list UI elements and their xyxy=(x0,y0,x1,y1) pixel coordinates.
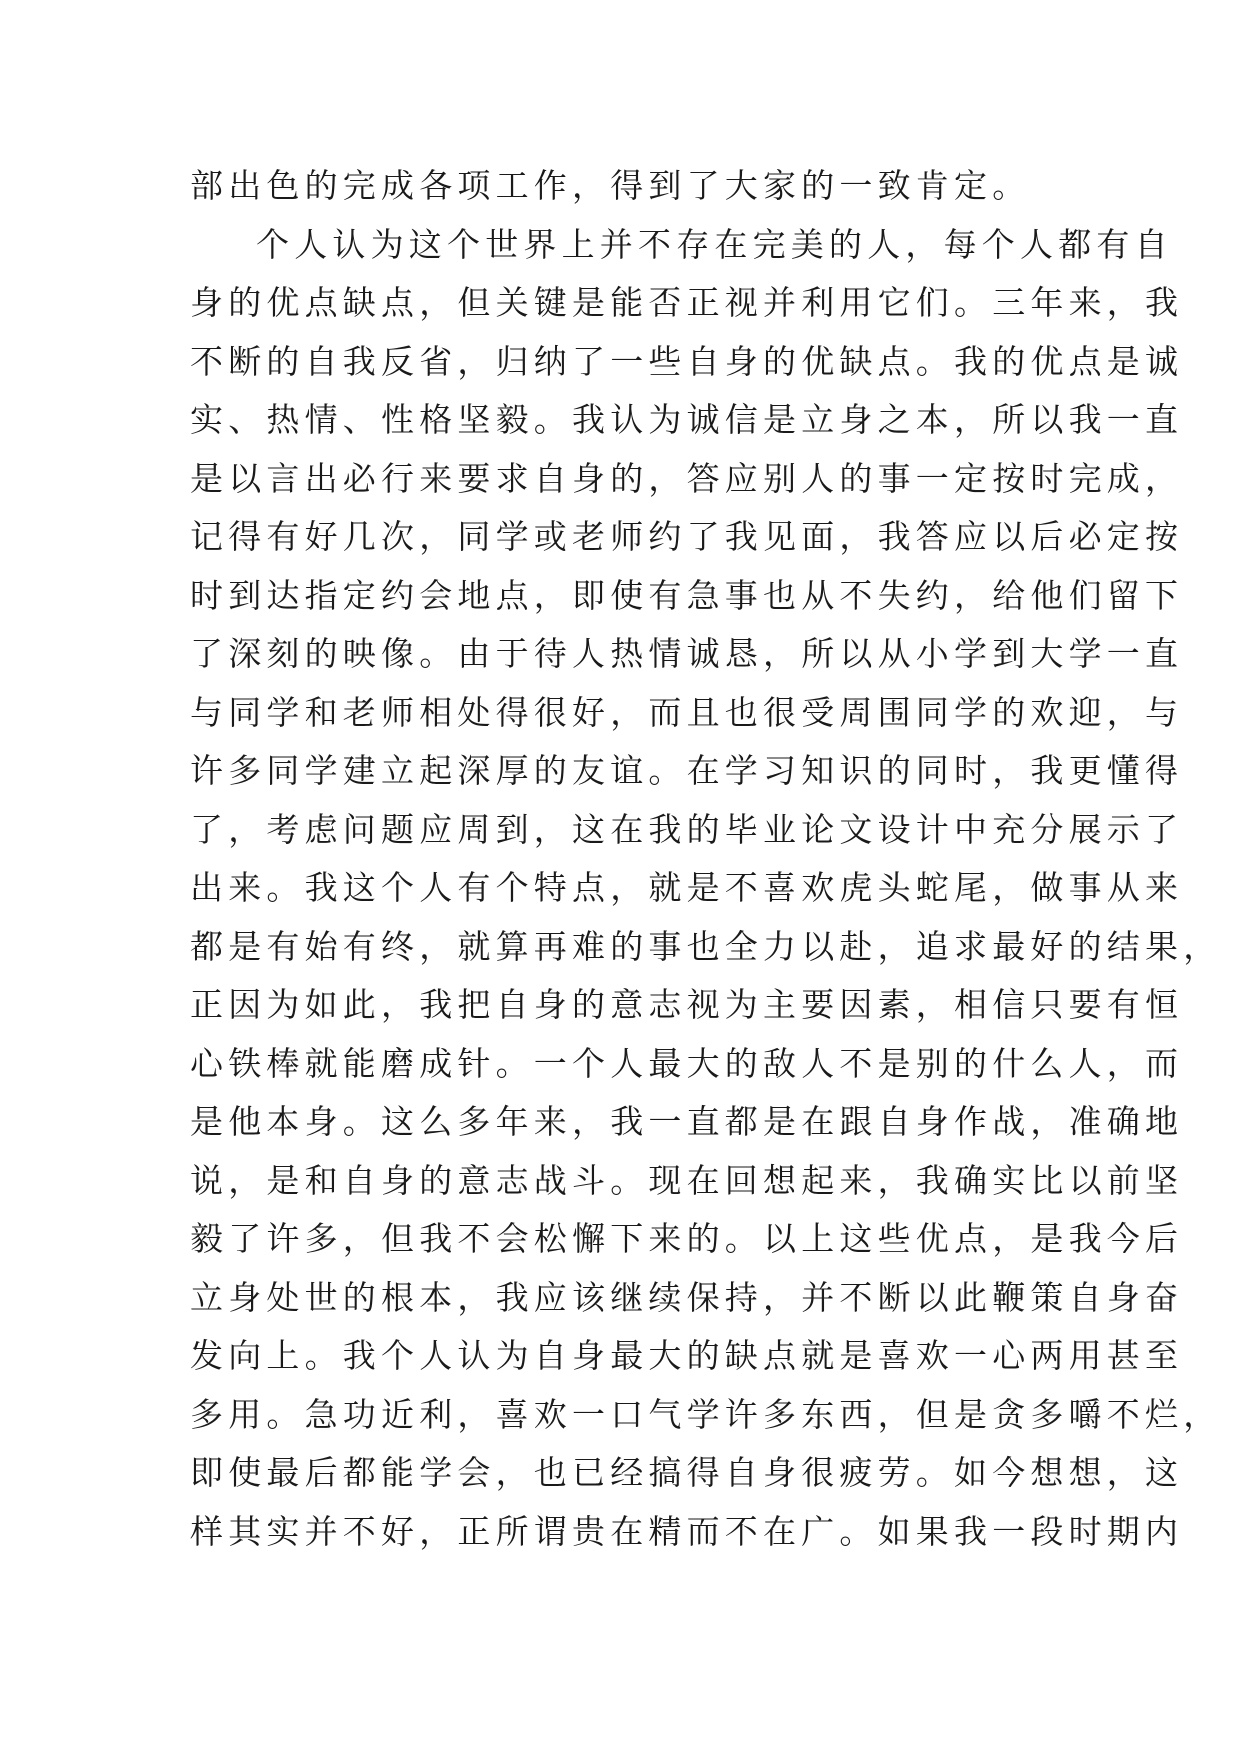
text-line: 是他本身。这么多年来，我一直都是在跟自身作战，准确地 xyxy=(190,1102,1184,1141)
text-line: 发向上。我个人认为自身最大的缺点就是喜欢一心两用甚至 xyxy=(190,1336,1184,1375)
text-line: 身的优点缺点，但关键是能否正视并利用它们。三年来，我 xyxy=(190,283,1184,322)
text-line: 实、热情、性格坚毅。我认为诚信是立身之本，所以我一直 xyxy=(190,400,1184,439)
text-line: 了深刻的映像。由于待人热情诚恳，所以从小学到大学一直 xyxy=(190,634,1184,673)
text-line: 记得有好几次，同学或老师约了我见面，我答应以后必定按 xyxy=(190,517,1184,556)
text-line: 都是有始有终，就算再难的事也全力以赴，追求最好的结果， xyxy=(190,926,1222,966)
text-line: 不断的自我反省，归纳了一些自身的优缺点。我的优点是诚 xyxy=(190,341,1184,381)
text-line: 心铁棒就能磨成针。一个人最大的敌人不是别的什么人，而 xyxy=(190,1043,1184,1083)
text-line: 立身处世的根本，我应该继续保持，并不断以此鞭策自身奋 xyxy=(190,1277,1184,1317)
text-line: 说，是和自身的意志战斗。现在回想起来，我确实比以前坚 xyxy=(190,1160,1184,1200)
text-line: 样其实并不好，正所谓贵在精而不在广。如果我一段时期内 xyxy=(190,1511,1184,1551)
text-line: 毅了许多，但我不会松懈下来的。以上这些优点，是我今后 xyxy=(190,1219,1184,1258)
text-line: 时到达指定约会地点，即使有急事也从不失约，给他们留下 xyxy=(190,575,1184,615)
text-line: 多用。急功近利，喜欢一口气学许多东西，但是贪多嚼不烂， xyxy=(190,1394,1222,1434)
text-line: 正因为如此，我把自身的意志视为主要因素，相信只要有恒 xyxy=(190,985,1184,1024)
text-line: 部出色的完成各项工作，得到了大家的一致肯定。 xyxy=(190,166,1031,205)
text-line: 与同学和老师相处得很好，而且也很受周围同学的欢迎，与 xyxy=(190,692,1184,732)
text-line: 了，考虑问题应周到，这在我的毕业论文设计中充分展示了 xyxy=(190,809,1184,849)
text-line: 出来。我这个人有个特点，就是不喜欢虎头蛇尾，做事从来 xyxy=(190,868,1184,907)
paragraph-first-line: 个人认为这个世界上并不存在完美的人，每个人都有自 xyxy=(256,224,1173,264)
text-line: 是以言出必行来要求自身的，答应别人的事一定按时完成， xyxy=(190,458,1184,498)
body-text xyxy=(190,157,1222,1561)
text-line: 许多同学建立起深厚的友谊。在学习知识的同时，我更懂得 xyxy=(190,751,1184,790)
text-line: 即使最后都能学会，也已经搞得自身很疲劳。如今想想，这 xyxy=(190,1453,1184,1492)
